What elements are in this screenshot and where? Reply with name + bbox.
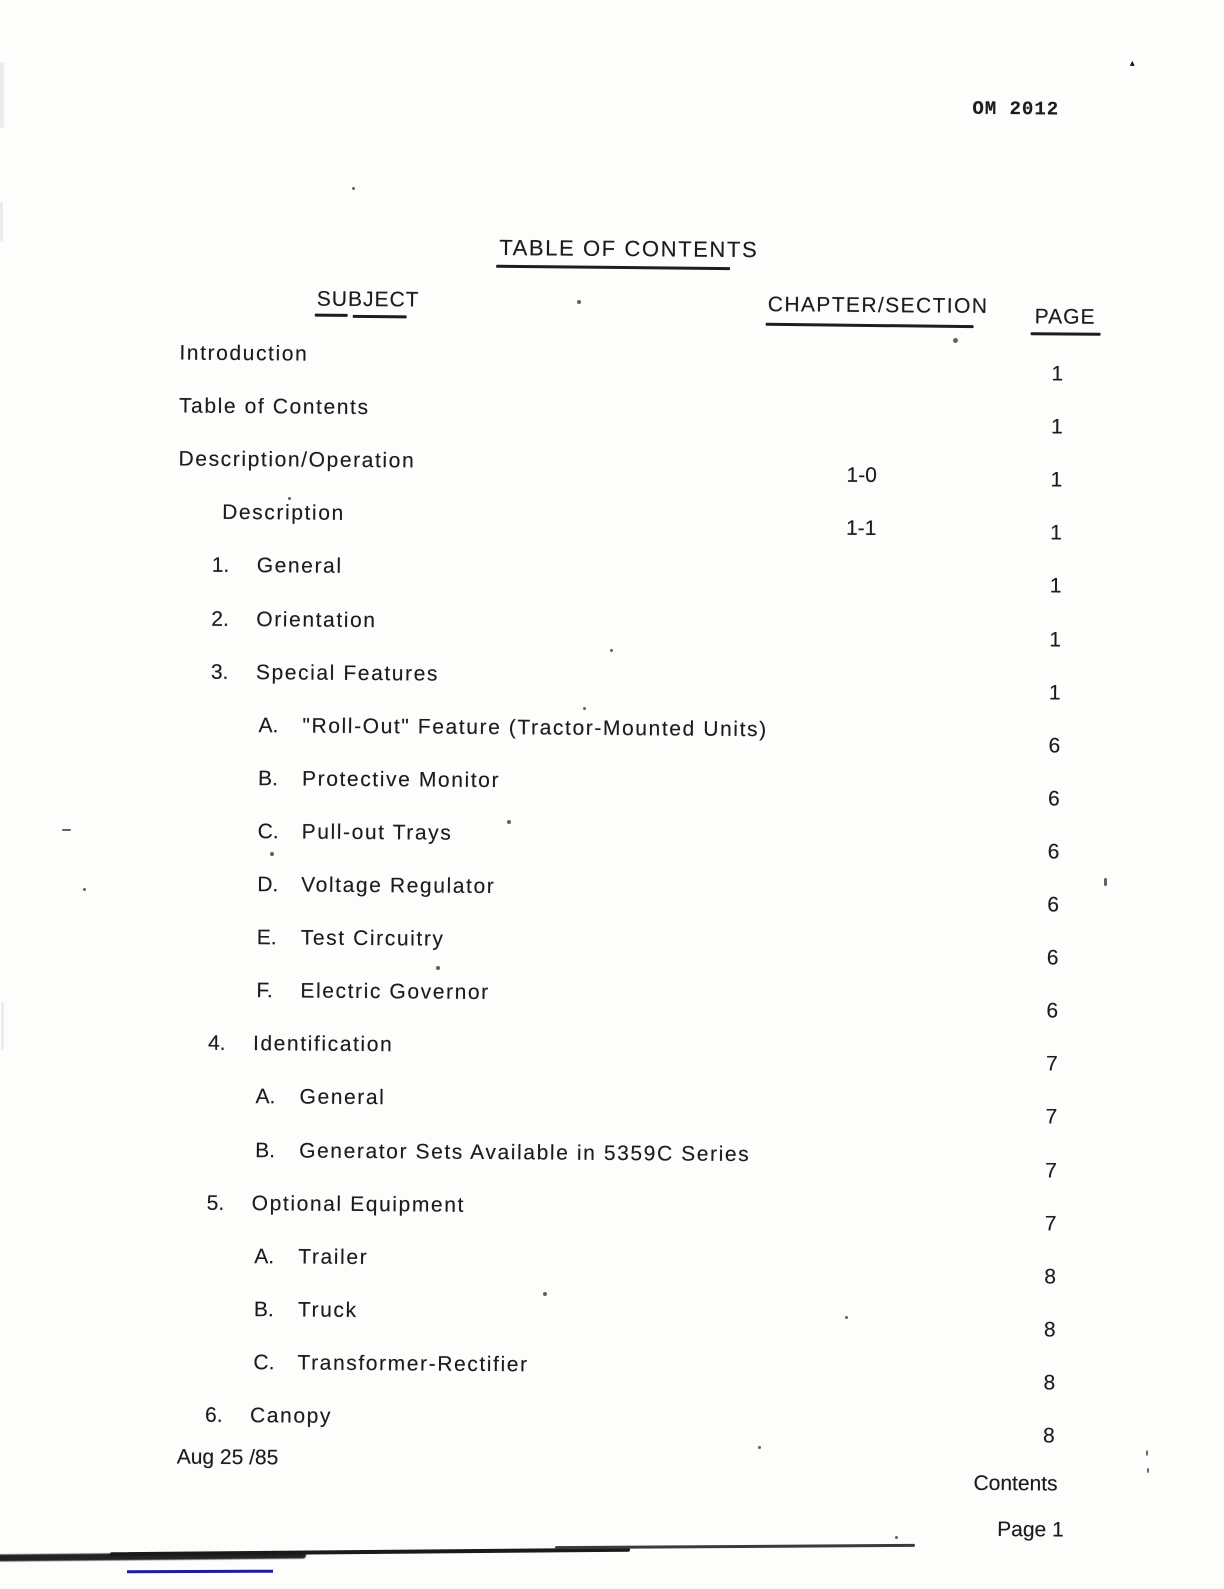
toc-item-title: Test Circuitry [300, 926, 445, 951]
page-title: TABLE OF CONTENTS [499, 235, 759, 263]
toc-item-title: Voltage Regulator [301, 873, 496, 899]
toc-item-page: 8 [1043, 1318, 1056, 1342]
toc-item-label: C. [253, 1351, 275, 1375]
toc-item-title: Trailer [298, 1245, 369, 1269]
toc-item-page: 8 [1043, 1371, 1056, 1395]
toc-row [0, 446, 1223, 492]
toc-row [0, 924, 1219, 970]
noise-speck [583, 707, 586, 710]
toc-item-title: Orientation [256, 607, 377, 632]
toc-item-page: 6 [1048, 734, 1061, 758]
toc-item-page: 8 [1044, 1265, 1057, 1289]
toc-item-title: Introduction [179, 341, 309, 366]
toc-row [0, 606, 1221, 651]
toc-item-page: 6 [1046, 999, 1059, 1023]
toc-item-title: "Roll-Out" Feature (Tractor-Mounted Units) [302, 714, 768, 741]
noise-speck [758, 1446, 761, 1449]
toc-row [0, 393, 1223, 439]
toc-item-label: A. [255, 1085, 276, 1109]
toc-item-page: 8 [1043, 1424, 1055, 1448]
subject-header-underline [315, 314, 348, 317]
toc-row [0, 659, 1221, 705]
toc-item-title: Protective Monitor [301, 767, 501, 792]
toc-item-label: 2. [211, 607, 229, 631]
toc-item-page: 6 [1046, 946, 1059, 970]
toc-row [0, 977, 1218, 1023]
toc-row [0, 1243, 1216, 1289]
toc-item-page: 1 [1049, 574, 1062, 598]
column-header-subject: SUBJECT [316, 287, 420, 312]
noise-speck [1147, 1468, 1149, 1473]
toc-item-label: C. [257, 820, 279, 844]
toc-item-page: 6 [1047, 893, 1060, 917]
noise-speck [577, 300, 581, 304]
toc-item-label: 5. [206, 1191, 225, 1215]
noise-speck [845, 1316, 848, 1319]
toc-item-page: 1 [1051, 362, 1064, 386]
toc-item-label: 3. [210, 660, 229, 684]
toc-row [0, 1137, 1217, 1182]
toc-item-page: 7 [1045, 1052, 1058, 1076]
toc-item-label: 6. [204, 1403, 223, 1427]
toc-item-label: 1. [211, 554, 230, 578]
toc-item-title: Table of Contents [178, 394, 370, 420]
toc-item-title: Generator Sets Available in 5359C Series [299, 1139, 751, 1166]
toc-row [0, 553, 1222, 598]
column-header-chapter-section: CHAPTER/SECTION [767, 293, 989, 318]
toc-row [0, 1296, 1216, 1342]
toc-item-title: General [299, 1085, 386, 1110]
toc-item-page: 1 [1049, 627, 1062, 651]
toc-row [0, 1083, 1218, 1129]
document-number: OM 2012 [972, 97, 1060, 121]
toc-item-title: Pull-out Trays [301, 820, 453, 845]
toc-item-title: General [256, 554, 343, 579]
toc-item-page: 1 [1050, 468, 1063, 492]
noise-speck [352, 187, 355, 190]
toc-item-page: 7 [1044, 1211, 1057, 1236]
toc-item-label: A. [258, 713, 279, 738]
page-title-underline [496, 265, 730, 270]
toc-item-page: 1 [1050, 521, 1062, 545]
noise-speck [543, 1292, 547, 1296]
edge-streak [0, 202, 3, 242]
toc-item-title: Special Features [255, 660, 440, 686]
noise-speck [1104, 878, 1107, 886]
column-header-page: PAGE [1034, 305, 1096, 329]
stray-caret-mark: ▴ [1129, 57, 1135, 70]
toc-item-title: Description [222, 501, 345, 526]
noise-speck [1146, 1450, 1148, 1456]
noise-speck [895, 1536, 898, 1539]
toc-item-title: Identification [252, 1032, 394, 1057]
toc-item-label: F. [256, 979, 273, 1003]
noise-speck [507, 820, 511, 824]
toc-item-title: Truck [297, 1298, 358, 1322]
noise-speck [62, 829, 71, 831]
toc-item-title: Canopy [249, 1404, 333, 1428]
toc-item-label: B. [255, 1138, 276, 1162]
toc-row [0, 1402, 1215, 1448]
toc-item-chapter: 1-0 [846, 463, 877, 488]
noise-speck [610, 649, 613, 652]
edge-streak [0, 62, 4, 128]
page-header-underline [1031, 332, 1101, 335]
footer-section-label: Contents [973, 1471, 1058, 1496]
toc-row [0, 499, 1222, 545]
toc-item-page: 7 [1045, 1105, 1058, 1129]
toc-item-chapter: 1-1 [845, 517, 877, 541]
toc-item-label: D. [257, 873, 279, 897]
toc-item-page: 1 [1048, 680, 1061, 705]
toc-item-label: 4. [207, 1032, 226, 1056]
footer-page-label: Page 1 [997, 1518, 1064, 1542]
toc-item-title: Description/Operation [178, 447, 416, 473]
toc-item-title: Transformer-Rectifier [297, 1351, 529, 1377]
toc-row [0, 1030, 1218, 1076]
blue-pen-mark [127, 1570, 273, 1574]
toc-item-label: B. [253, 1297, 274, 1322]
toc-item-label: E. [256, 926, 277, 950]
toc-row [0, 818, 1220, 864]
toc-item-page: 6 [1047, 840, 1060, 864]
toc-item-title: Optional Equipment [251, 1191, 466, 1217]
toc-row [0, 1349, 1216, 1395]
toc-item-page: 6 [1048, 787, 1060, 811]
toc-row [0, 712, 1221, 758]
toc-row [0, 1190, 1217, 1236]
noise-speck [436, 966, 440, 970]
chapter-section-header-underline [766, 323, 974, 328]
noise-speck [953, 338, 958, 343]
toc-item-page: 7 [1045, 1158, 1057, 1182]
toc-row [0, 340, 1223, 386]
noise-speck [288, 497, 291, 500]
edge-streak [1, 1002, 4, 1050]
toc-item-title: Electric Governor [300, 979, 490, 1005]
toc-row [0, 765, 1220, 811]
noise-speck [83, 888, 86, 891]
toc-row [0, 871, 1219, 917]
toc-item-page: 1 [1050, 415, 1063, 439]
footer-date: Aug 25 /85 [176, 1445, 279, 1470]
subject-header-underline [353, 315, 407, 318]
toc-item-label: A. [254, 1244, 275, 1269]
toc-item-label: B. [257, 766, 279, 791]
noise-speck [270, 852, 274, 856]
